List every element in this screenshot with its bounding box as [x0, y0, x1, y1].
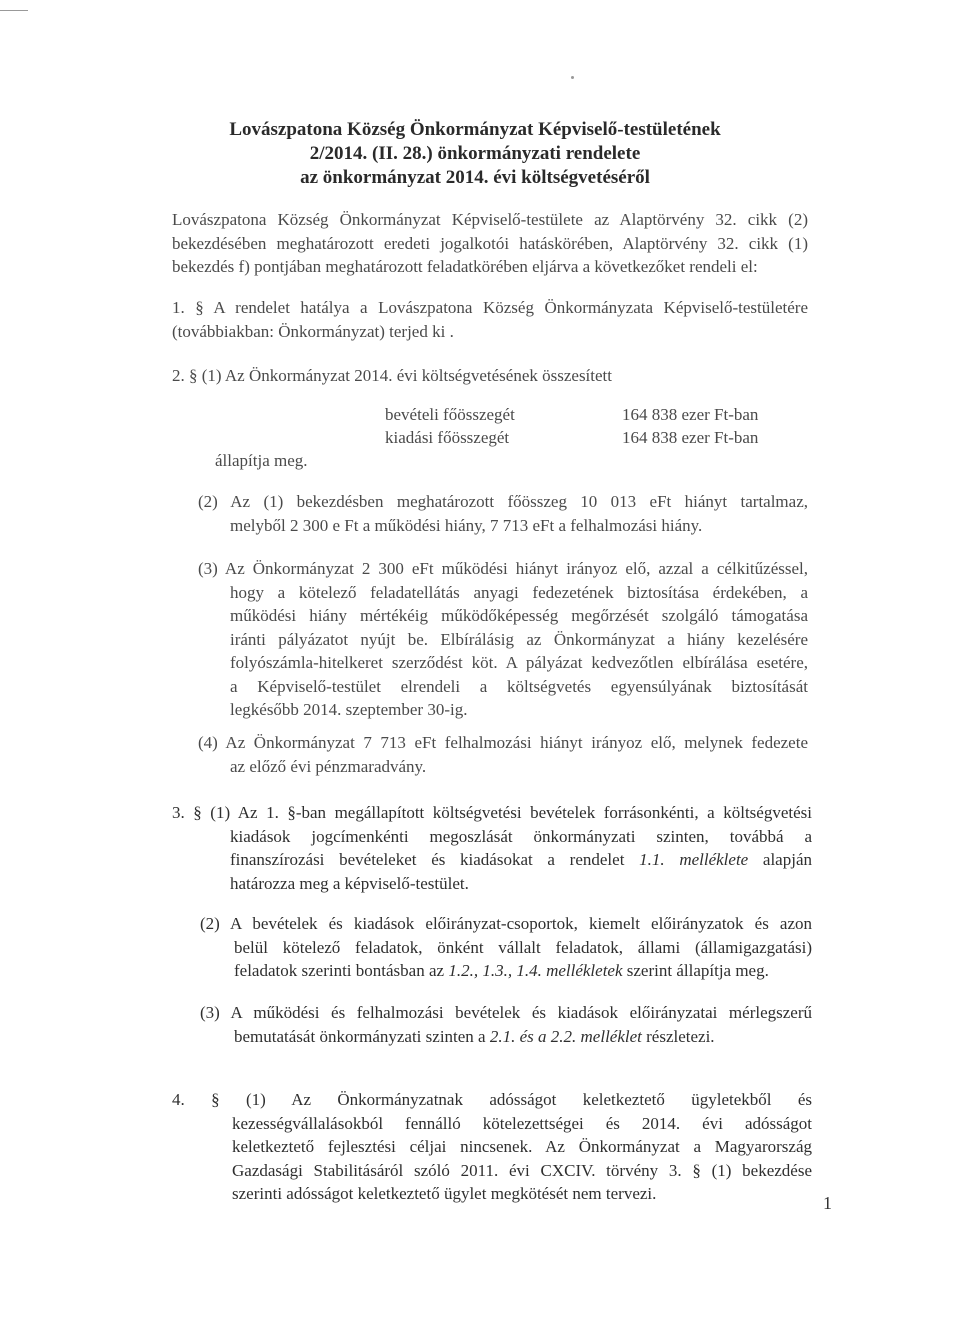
- text-run: bemutatását önkormányzati szinten a: [234, 1026, 490, 1046]
- para-line: az előző évi pénzmaradvány.: [230, 756, 427, 776]
- text-run: finanszírozási bevételeket és kiadásokat a rendelet: [230, 850, 640, 869]
- section-3-para-2: [200, 912, 812, 983]
- para-line: keletkeztető fejlesztési céljai nincsenek. Az Önkormányzat a Magyarország: [232, 1137, 812, 1156]
- preamble-line: Lovászpatona Község Önkormányzat Képviselő-testülete az Alaptörvény 32. cikk (2): [172, 210, 808, 229]
- para-line: szerinti adósságot keletkeztető ügylet megkötését nem tervezi.: [232, 1184, 657, 1203]
- para-line: (3) Az Önkormányzat 2 300 eFt működési hiányt irányoz elő, azzal a célkitűzéssel,: [198, 559, 808, 578]
- section-2-para-4: [198, 731, 808, 778]
- para-line: működési hiány mértékéig működőképesség megőrzését szolgáló támogatása: [230, 606, 808, 625]
- para-line: kiadások jogcímenkénti megoszlását önkormányzati szinten, továbbá a: [230, 826, 812, 846]
- preamble-line: bekezdésében meghatározott eredeti jogalkotói hatáskörében, Alaptörvény 32. cikk (1): [172, 233, 808, 253]
- title-line-3: az önkormányzat 2014. évi költségvetéséről: [300, 167, 650, 188]
- para-line: (2) Az (1) bekezdésben meghatározott főösszeg 10 013 eFt hiányt tartalmaz,: [198, 492, 808, 511]
- para-line: (4) Az Önkormányzat 7 713 eFt felhalmozási hiányt irányoz elő, melynek fedezete: [198, 733, 808, 752]
- para-line: 4. § (1) Az Önkormányzatnak adósságot keletkeztető ügyletekből és: [172, 1090, 812, 1109]
- text-run: részletezi.: [641, 1026, 715, 1046]
- section-2-para-2: [198, 490, 808, 537]
- text-run: szerint állapítja meg.: [622, 961, 769, 980]
- revenue-label: bevételi főösszegét: [385, 405, 515, 424]
- preamble-line: bekezdés f) pontjában meghatározott feladatkörében eljárva a következőket rendeli el:: [172, 257, 758, 276]
- text-run: feladatok szerinti bontásban az: [234, 961, 449, 980]
- document-title: [150, 118, 800, 190]
- section-1-line: (továbbiakban: Önkormányzat) terjed ki .: [172, 321, 454, 341]
- section-1: [172, 296, 808, 343]
- para-line: hogy a kötelező feladatellátás anyagi fedezetének biztosítása érdekében, a: [230, 582, 808, 602]
- para-line: [200, 959, 812, 983]
- revenue-value: 164 838 ezer Ft-ban: [622, 405, 759, 424]
- preamble: [172, 208, 808, 279]
- para-line: Gazdasági Stabilitásáról szóló 2011. évi CXCIV. törvény 3. § (1) bekezdése: [232, 1160, 812, 1180]
- para-line: belül kötelező feladatok, önként vállalt feladatok, állami (államigazgatási): [234, 937, 812, 957]
- section-4: [172, 1088, 812, 1206]
- expense-label: kiadási főösszegét: [385, 428, 510, 447]
- para-line: iránti pályázatot nyújt be. Elbírálásig az Önkormányzat a hiány kezelésére: [230, 629, 808, 649]
- totals-closing: állapítja meg.: [215, 451, 308, 470]
- para-line: (3) A működési és felhalmozási bevételek és kiadások előirányzatai mérlegszerű: [200, 1003, 812, 1022]
- para-line: legkésőbb 2014. szeptember 30-ig.: [230, 700, 468, 719]
- title-line-2: 2/2014. (II. 28.) önkormányzati rendelete: [309, 143, 641, 164]
- section-2-intro: 2. § (1) Az Önkormányzat 2014. évi költségvetésének összesített: [172, 366, 612, 385]
- para-line: (2) A bevételek és kiadások előirányzat-csoportok, kiemelt előirányzatok és azon: [200, 914, 812, 933]
- para-line: kezességvállalásokból fennálló kötelezettségei és 2014. évi adósságot: [232, 1113, 812, 1133]
- annex-reference: 1.2., 1.3., 1.4. mellékletek: [448, 961, 623, 980]
- section-3-para-3: [200, 1001, 812, 1048]
- annex-reference: 1.1. melléklete: [639, 850, 749, 869]
- scan-speck: [571, 76, 574, 79]
- para-line: melyből 2 300 e Ft a működési hiány, 7 713 eFt a felhalmozási hiány.: [230, 515, 703, 535]
- para-line: [200, 1025, 812, 1049]
- page-number: 1: [823, 1193, 832, 1213]
- annex-reference: 2.1. és a 2.2. melléklet: [489, 1026, 642, 1046]
- expense-value: 164 838 ezer Ft-ban: [622, 428, 759, 447]
- text-run: alapján: [748, 850, 812, 869]
- section-3-para-1: [172, 801, 812, 895]
- para-line: 3. § (1) Az 1. §-ban megállapított költségvetési bevételek forrásonkénti, a költségvetési: [172, 803, 812, 822]
- scan-corner-mark: [0, 0, 28, 11]
- para-line: határozza meg a képviselő-testület.: [230, 873, 469, 893]
- para-line: folyószámla-hitelkeret szerződést köt. A pályázat kedvezőtlen elbírálása esetére,: [230, 653, 808, 672]
- para-line: a Képviselő-testület elrendeli a költségvetés egyensúlyának biztosítását: [230, 676, 808, 696]
- section-1-line: 1. § A rendelet hatálya a Lovászpatona Község Önkormányzata Képviselő-testületére: [172, 298, 808, 317]
- para-line: [172, 848, 812, 872]
- title-line-1: Lovászpatona Község Önkormányzat Képviselő-testületének: [229, 119, 721, 140]
- section-2-para-3: [198, 557, 808, 722]
